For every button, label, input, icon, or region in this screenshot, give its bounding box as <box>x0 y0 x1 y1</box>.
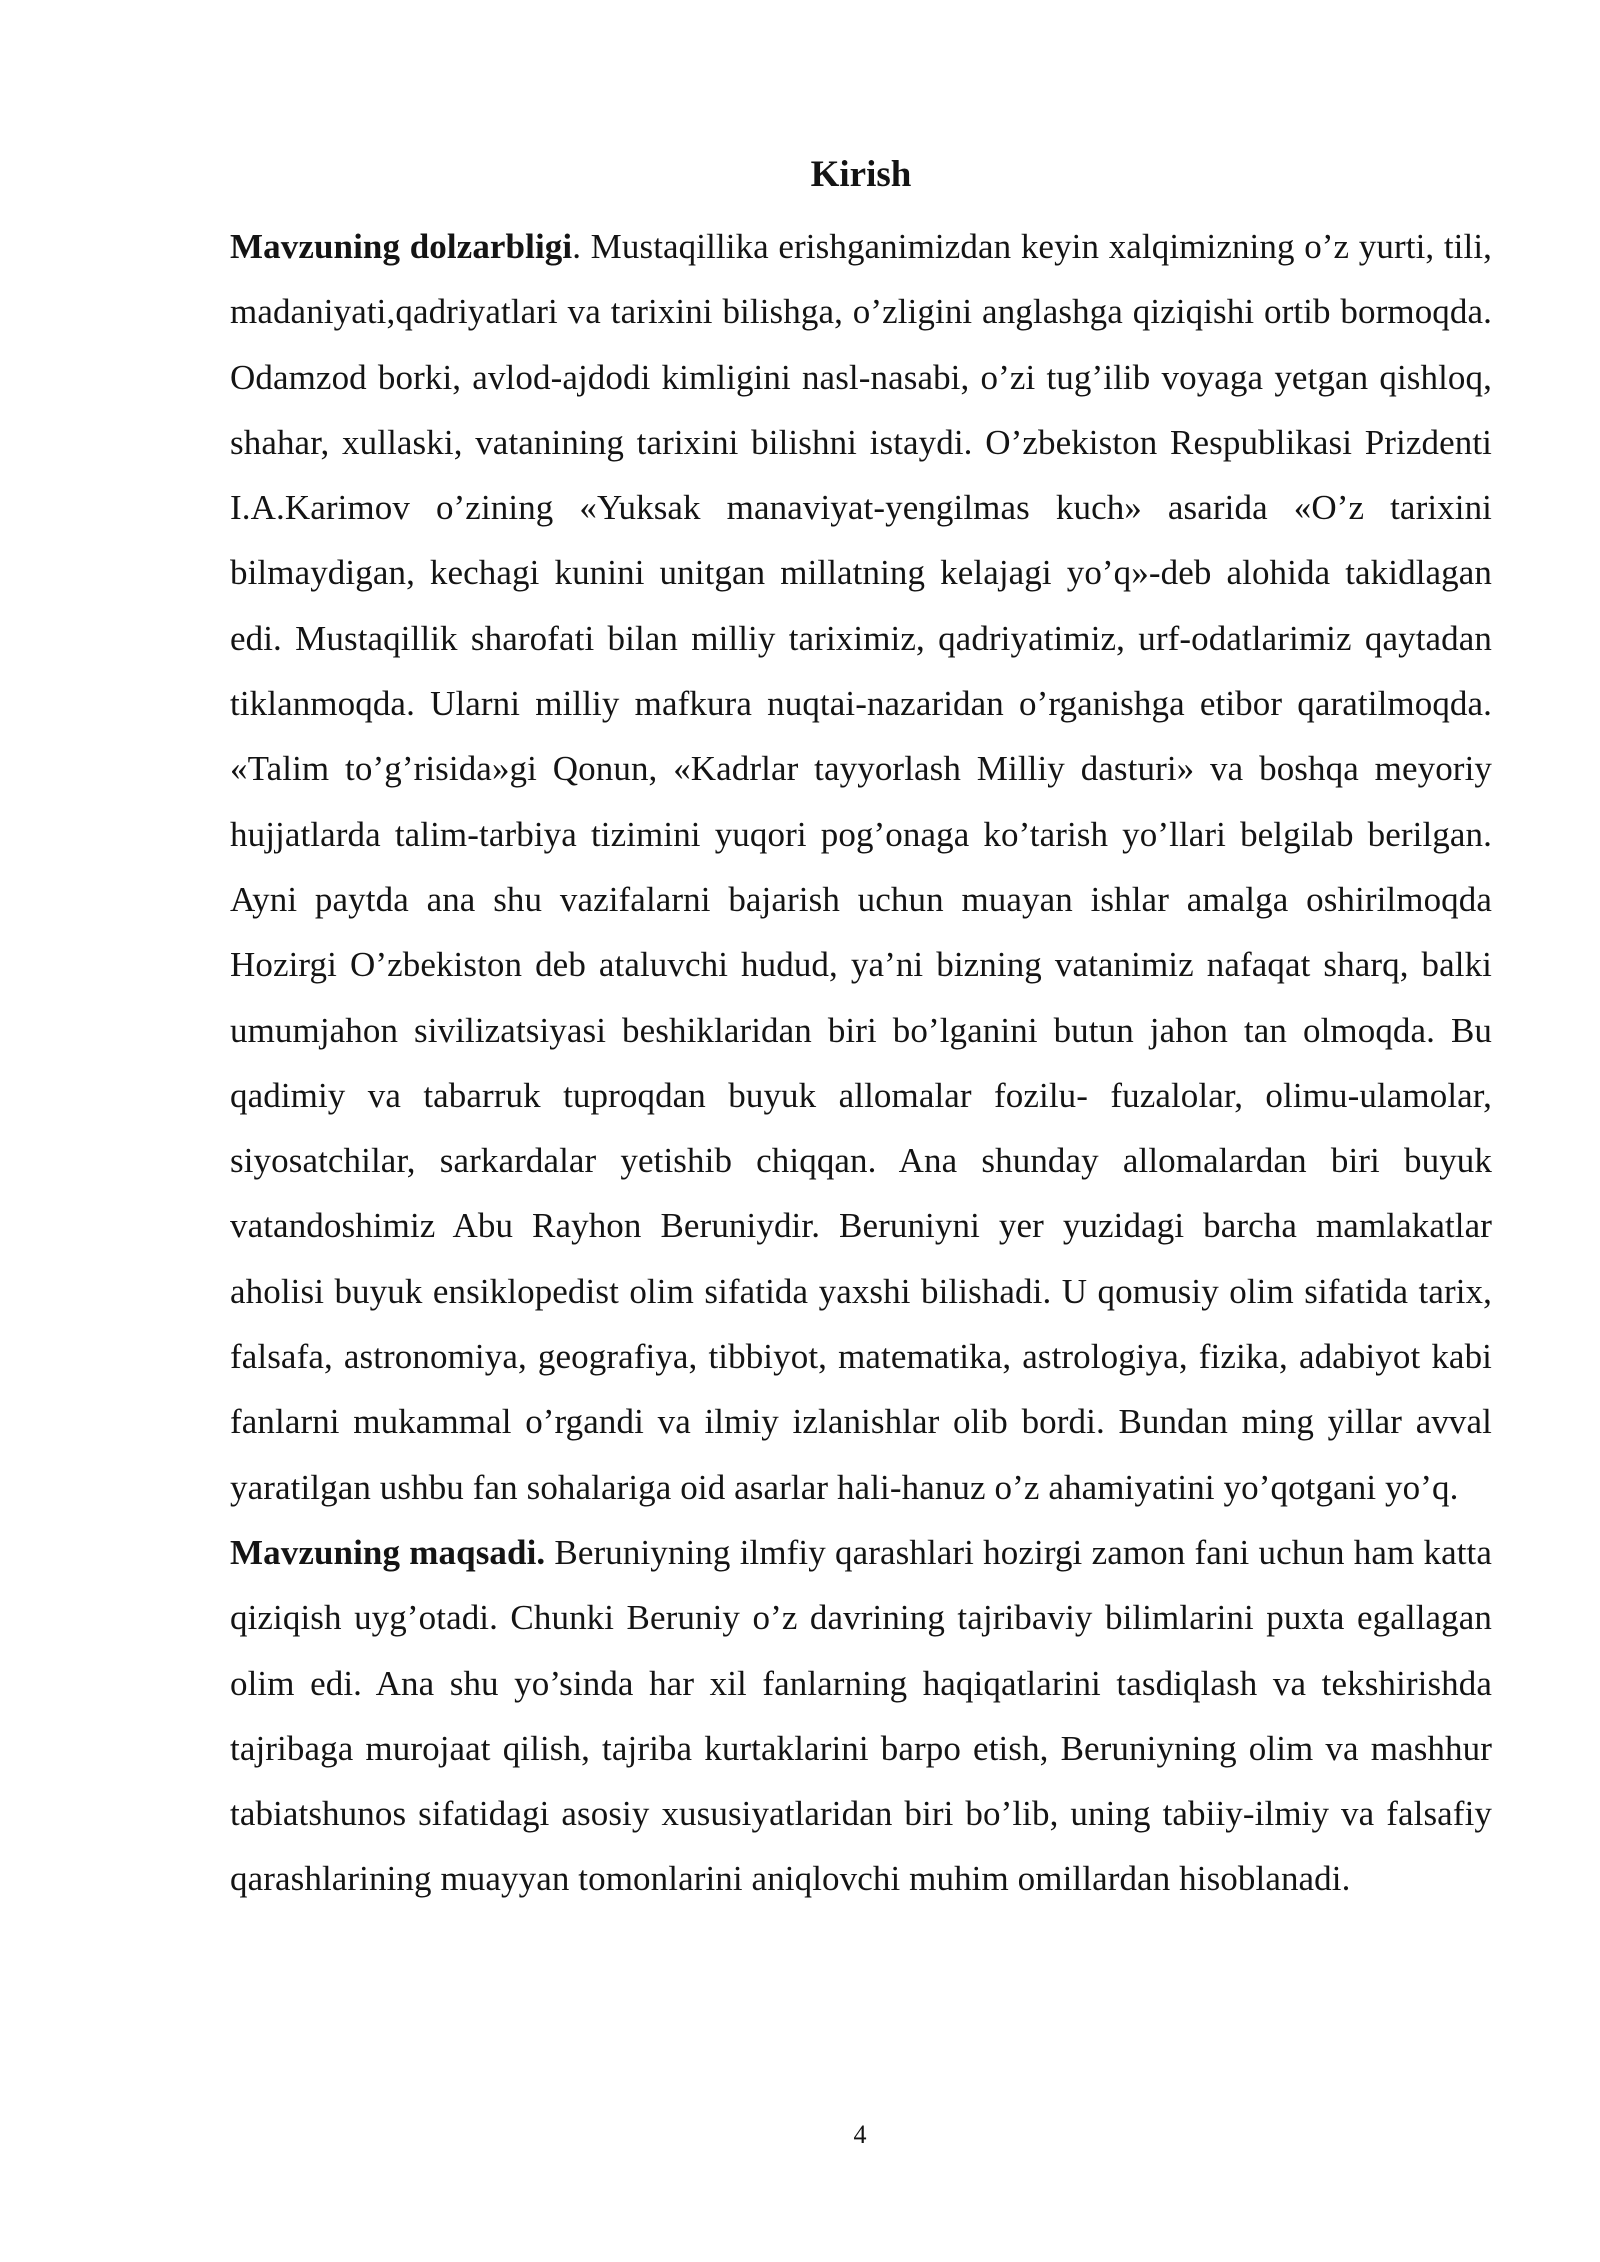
section-heading-aim: Mavzuning maqsadi. <box>230 1532 546 1572</box>
page-title: Kirish <box>810 154 912 195</box>
section-text-relevance: Mustaqillika erishganimizdan keyin xalqimizning o’z yurti, tili, madaniyati,qadriyatlari va tarixini bilishga, o’zligini anglashga qiziqishi ortib bormoqda. Odamzod borki, avlod-ajdodi kimligini nasl-nasabi, o’zi tug’ilib voyaga yetgan qishloq, shahar, xullaski, vatanining tarixini bilishni istaydi. O’zbekiston Respublikasi Prizdenti I.A.Karimov o’zining «Yuksak manaviyat-yengilmas kuch» asarida «O’z tarixini bilmaydigan, kechagi kunini unitgan millatning kelajagi yo’q»-deb alohida takidlagan edi. Mustaqillik sharofati bilan milliy tariximiz, qadriyatimiz, urf-odatlarimiz qaytadan tiklanmoqda. Ularni milliy mafkura nuqtai-nazaridan o’rganishga etibor qaratilmoqda. «Talim to’g’risida»gi Qonun, «Kadrlar tayyorlash Milliy dasturi» va boshqa meyoriy hujjatlarda talim-tarbiya tizimini yuqori pog’onaga ko’tarish yo’llari belgilab berilgan. Ayni paytda ana shu vazifalarni bajarish uchun muayan ishlar amalga oshirilmoqda Hozirgi O’zbekiston deb ataluvchi hudud, ya’ni bizning vatanimiz nafaqat sharq, balki umumjahon sivilizatsiyasi beshiklaridan biri bo’lganini butun jahon tan olmoqda. Bu qadimiy va tabarruk tuproqdan buyuk allomalar fozilu- fuzalolar, olimu-ulamolar, siyosatchilar, sarkardalar yetishib chiqqan. Ana shunday allomalardan biri buyuk vatandoshimiz Abu Rayhon Beruniydir. Beruniyni yer yuzidagi barcha mamlakatlar aholisi buyuk ensiklopedist olim sifatida yaxshi bilishadi. U qomusiy olim sifatida tarix, falsafa, astronomiya, geografiya, tibbiyot, matematika, astrologiya, fizika, adabiyot kabi fanlarni mukammal o’rgandi va ilmiy izlanishlar olib bordi. Bundan ming yillar avval yaratilgan ushbu fan sohalariga oid asarlar hali-hanuz o’z ahamiyatini yo’qotgani yo’q. <box>230 227 1492 1507</box>
section-heading-suffix: . <box>572 227 582 266</box>
section-text-aim: Beruniyning ilmfiy qarashlari hozirgi zamon fani uchun ham katta qiziqish uyg’otadi. Chunki Beruniy o’z davrining tajribaviy bilimlarini puxta egallagan olim edi. Ana shu yo’sinda har xil fanlarning haqiqatlarini tasdiqlash va tekshirishda tajribaga murojaat qilish, tajriba kurtaklarini barpo etish, Beruniyning olim va mashhur tabiatshunos sifatidagi asosiy xususiyatlaridan biri bo’lib, uning tabiiy-ilmiy va falsafiy qarashlarining muayyan tomonlarini aniqlovchi muhim omillardan hisoblanadi. <box>230 1532 1492 1899</box>
page-number: 4 <box>853 2120 867 2149</box>
section-relevance <box>230 214 1492 1520</box>
section-aim <box>230 1520 1492 1912</box>
section-heading-relevance: Mavzuning dolzarbligi <box>230 227 573 266</box>
document-page <box>230 150 1492 1912</box>
